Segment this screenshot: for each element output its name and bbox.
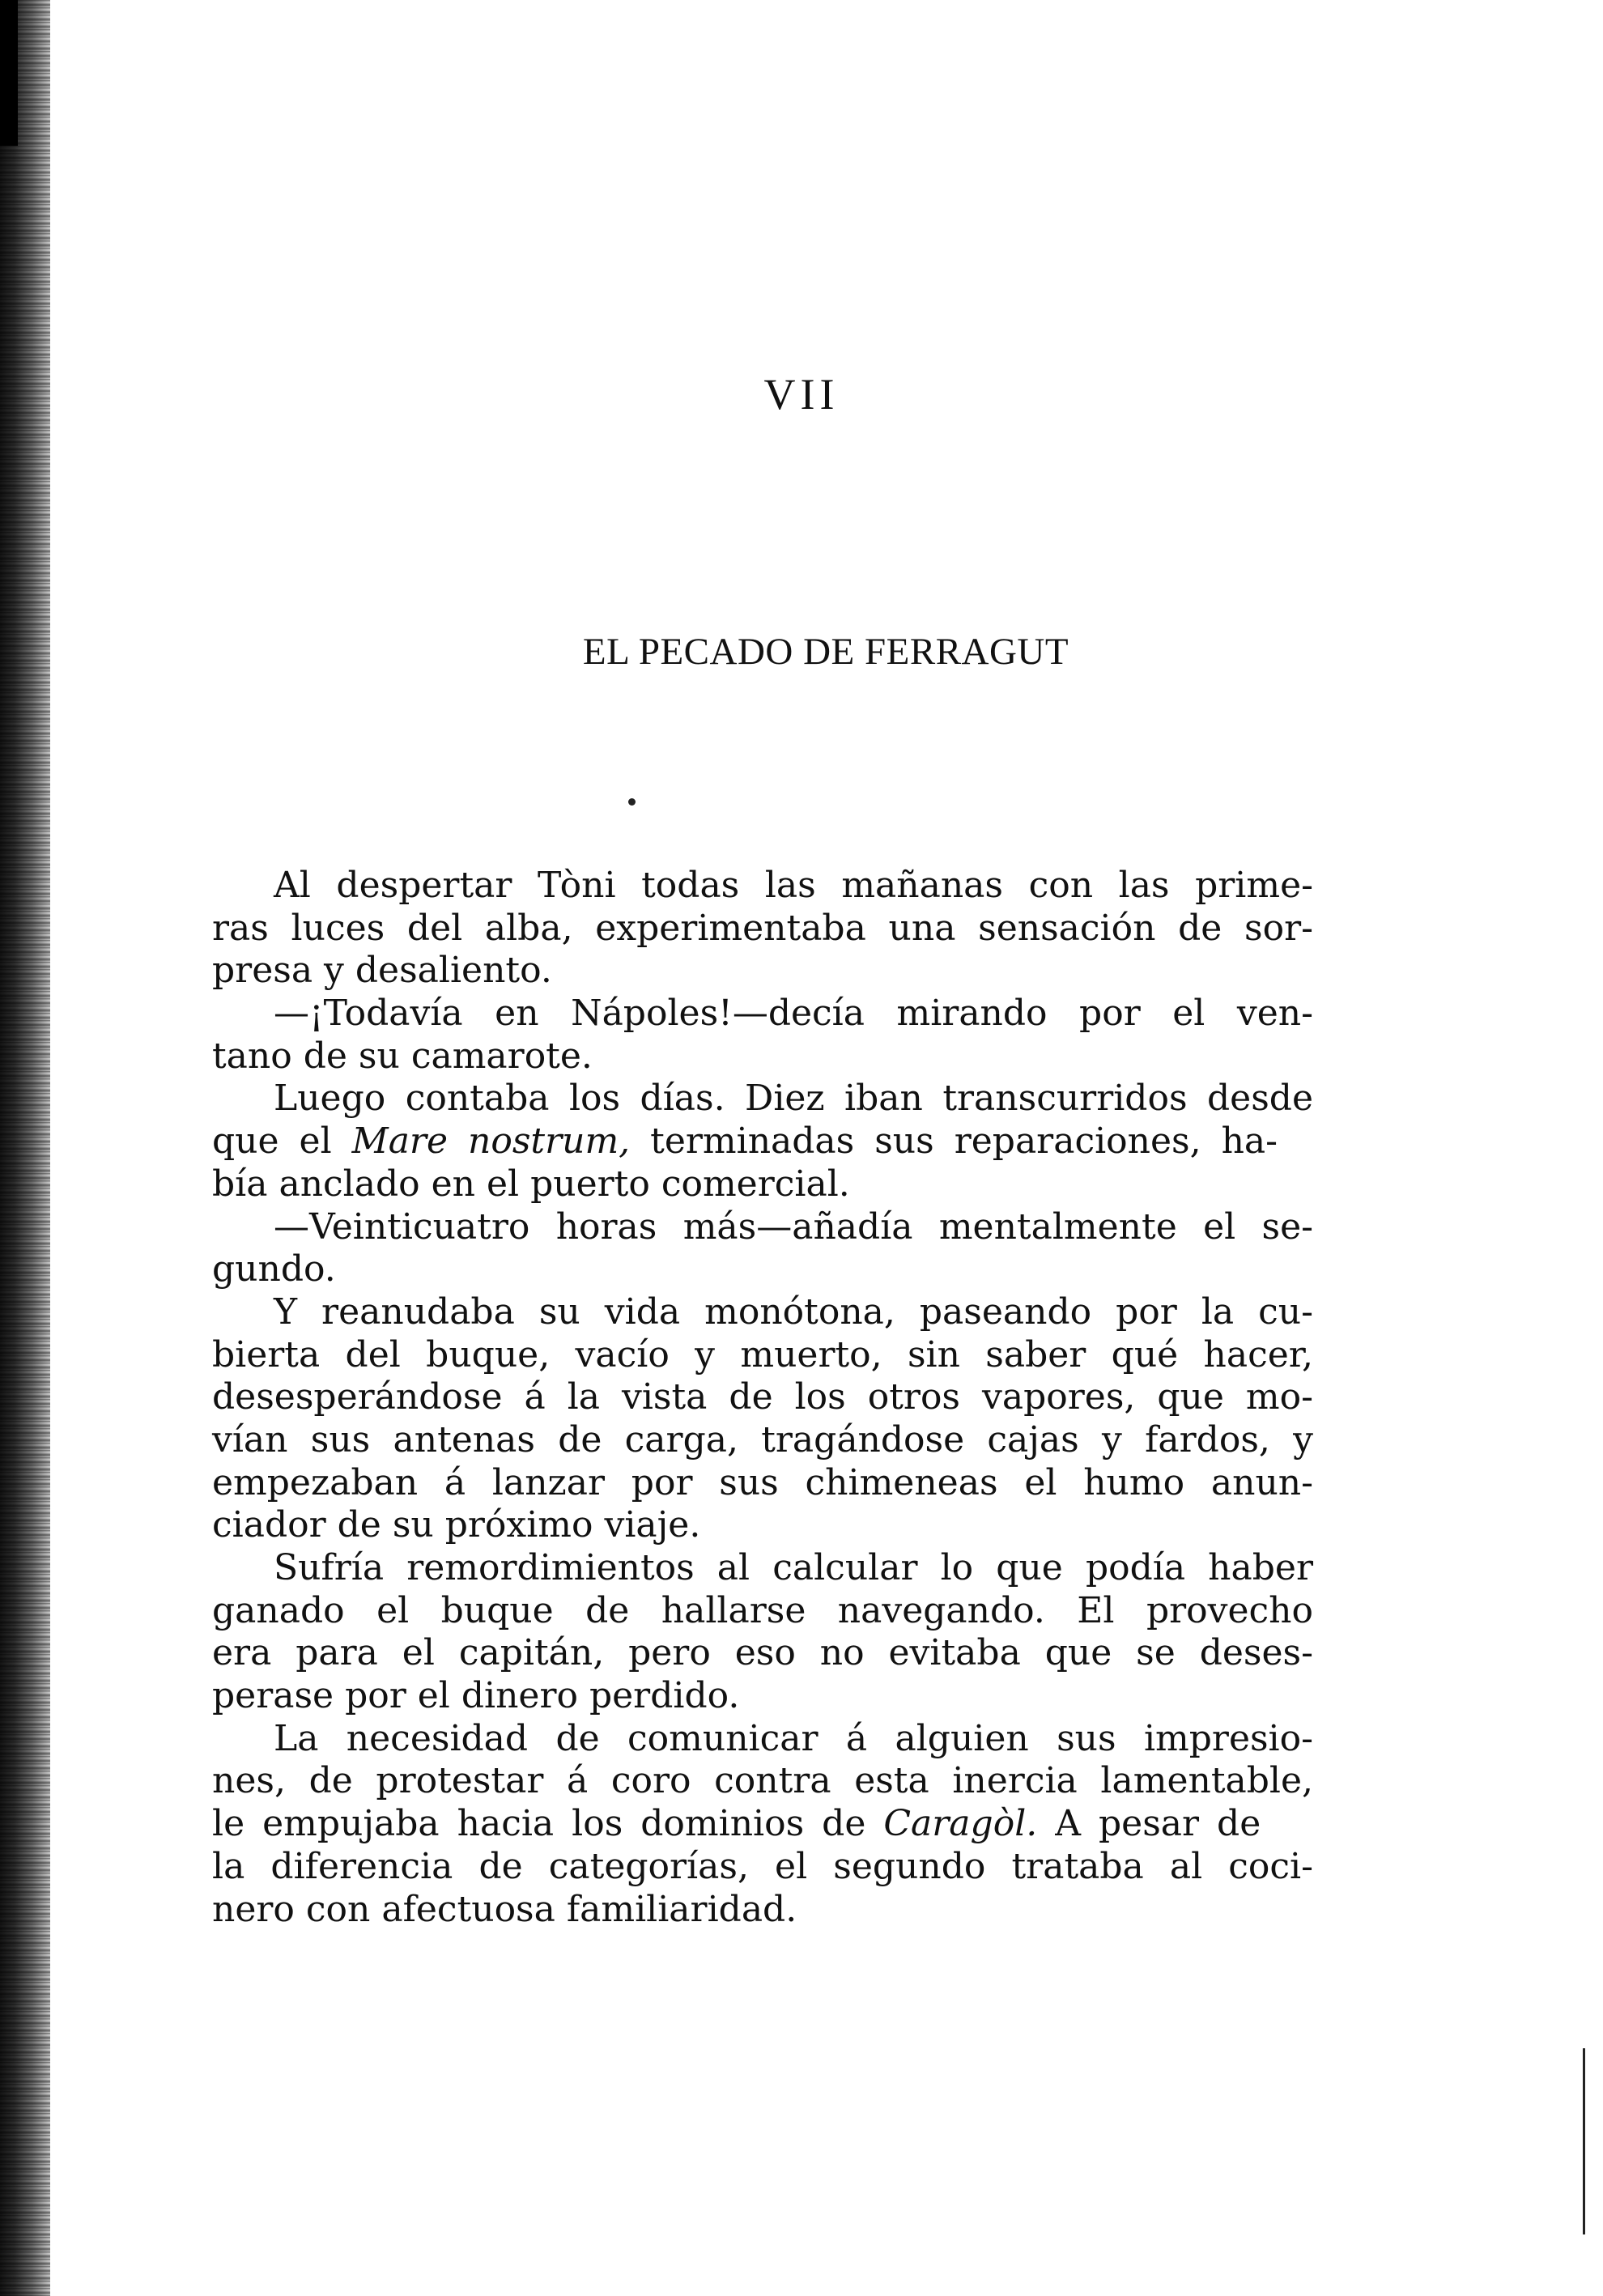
text-line: bierta del buque, vacío y muerto, sin saber qué hacer, [212, 1333, 1313, 1375]
text-line [212, 1803, 1313, 1846]
text-line: vían sus antenas de carga, tragándose cajas y fardos, y [212, 1418, 1313, 1461]
text-line: perase por el dinero perdido. [212, 1675, 740, 1717]
text-line: Al despertar Tòni todas las mañanas con las prime- [274, 865, 1313, 906]
scan-edge-dark [0, 0, 18, 146]
text-line: la diferencia de categorías, el segundo trataba al coci- [212, 1845, 1313, 1887]
text-segment: A pesar de [1037, 1803, 1261, 1845]
text-line: tano de su camarote. [212, 1035, 593, 1077]
chapter-title: EL PECADO DE FERRAGUT [582, 631, 1069, 673]
ornament-dot [628, 798, 636, 806]
text-line: gundo. [212, 1248, 336, 1290]
text-segment: le empujaba hacia los dominios de [212, 1803, 884, 1845]
text-line: —¡Todavía en Nápoles!—decía mirando por el ven- [274, 993, 1313, 1035]
text-segment: que el [212, 1120, 352, 1163]
text-line: era para el capitán, pero eso no evitaba que se deses- [212, 1632, 1313, 1674]
text-line: bía anclado en el puerto comercial. [212, 1163, 850, 1205]
text-line: ras luces del alba, experimentaba una sensación de sor- [212, 907, 1313, 949]
text-line: nero con afectuosa familiaridad. [212, 1888, 797, 1930]
text-segment: terminadas sus reparaciones, ha- [630, 1120, 1278, 1163]
text-line: nes, de protestar á coro contra esta inercia lamentable, [212, 1760, 1313, 1802]
text-line [212, 1120, 1313, 1163]
text-line: —Veinticuatro horas más—añadía mentalmente el se- [274, 1205, 1313, 1248]
chapter-body [212, 865, 1313, 1931]
text-line: La necesidad de comunicar á alguien sus impresio- [274, 1717, 1313, 1759]
text-line: empezaban á lanzar por sus chimeneas el humo anun- [212, 1461, 1313, 1503]
text-line: Sufría remordimientos al calcular lo que podía haber [274, 1547, 1313, 1588]
text-line: Y reanudaba su vida monótona, paseando por la cu- [274, 1290, 1313, 1333]
text-line: desesperándose á la vista de los otros vapores, que mo- [212, 1376, 1313, 1418]
scan-edge [0, 0, 50, 2296]
text-line: ciador de su próximo viaje. [212, 1504, 701, 1546]
scan-margin-mark [1583, 2048, 1585, 2234]
text-line: ganado el buque de hallarse navegando. El provecho [212, 1589, 1313, 1631]
chapter-number: VII [763, 370, 840, 419]
ship-name: Mare nostrum, [351, 1120, 631, 1163]
character-name: Caragòl. [883, 1803, 1038, 1845]
text-line: presa y desaliento. [212, 950, 552, 992]
text-line: Luego contaba los días. Diez iban transcurridos desde [274, 1078, 1313, 1120]
